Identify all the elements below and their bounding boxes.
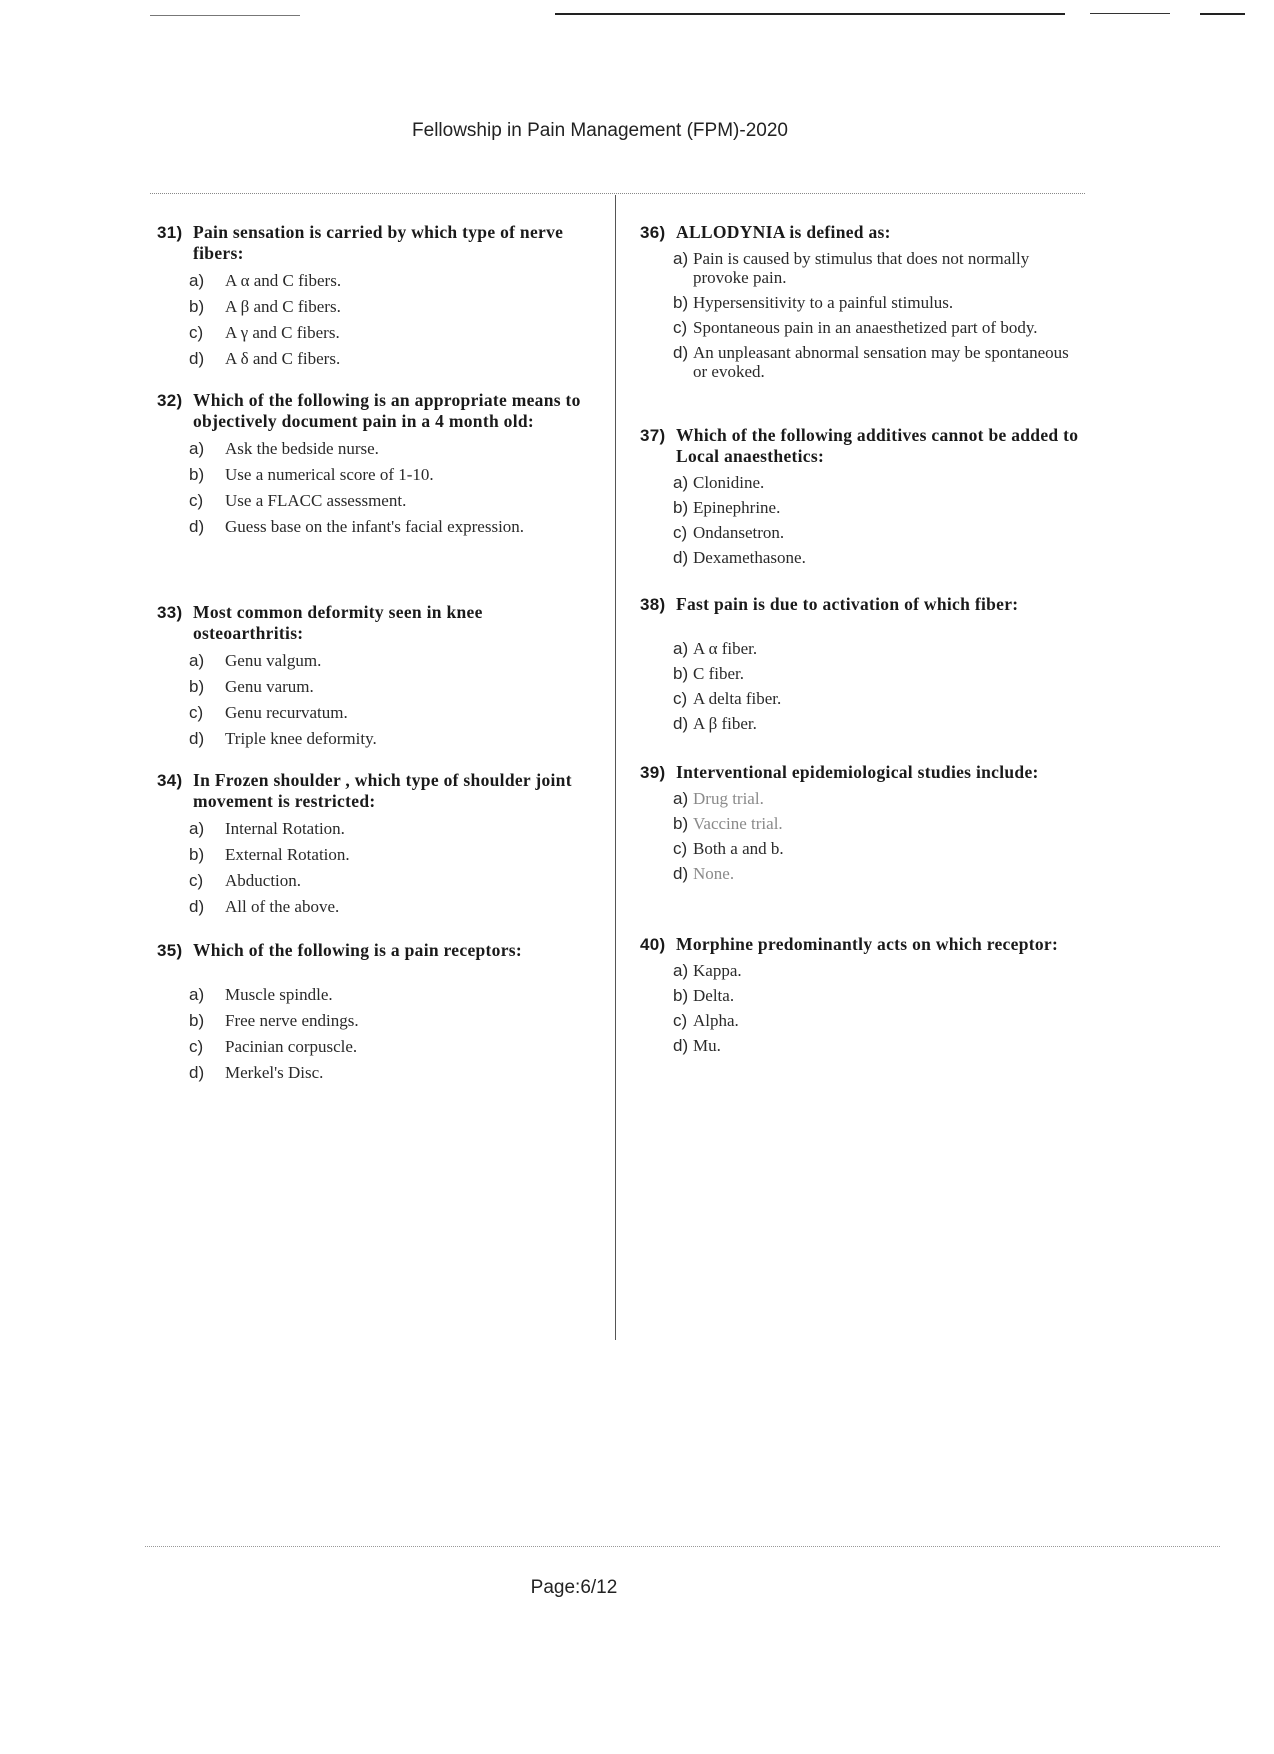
option	[640, 498, 1080, 517]
option-text: None.	[693, 864, 735, 883]
page-title: Fellowship in Pain Management (FPM)-2020	[412, 120, 788, 141]
question-number: 38)	[640, 595, 666, 614]
option	[157, 271, 597, 290]
option-text: Ask the bedside nurse.	[225, 439, 379, 458]
option	[640, 1036, 1080, 1055]
options-list	[157, 985, 597, 1082]
option-text: Free nerve endings.	[225, 1011, 359, 1030]
option-text: Pacinian corpuscle.	[225, 1037, 358, 1056]
option-text: Dexamethasone.	[693, 548, 806, 567]
option-text: Drug trial.	[693, 789, 764, 808]
option-text: A α and C fibers.	[225, 271, 342, 290]
option	[640, 986, 1080, 1005]
option-text: Alpha.	[693, 1011, 739, 1030]
option-text: Ondansetron.	[693, 523, 785, 542]
option	[157, 871, 597, 890]
option	[157, 323, 597, 342]
option-text: Genu recurvatum.	[225, 703, 348, 722]
option-letter: d)	[673, 548, 689, 567]
top-scan-rule	[1090, 13, 1170, 14]
option-letter: b)	[189, 465, 205, 484]
option-text: An unpleasant abnormal sensation may be spontaneous or evoked.	[693, 343, 1069, 381]
option-letter: a)	[673, 473, 689, 492]
option-text: Epinephrine.	[693, 498, 781, 517]
question-32	[157, 390, 597, 536]
option-letter: d)	[189, 729, 205, 748]
option-letter: a)	[673, 961, 689, 980]
question-text: Morphine predominantly acts on which receptor:	[676, 934, 1059, 954]
option-text: A β and C fibers.	[225, 297, 341, 316]
option-letter: b)	[189, 845, 205, 864]
option	[640, 249, 1080, 287]
top-scan-rule	[150, 15, 300, 16]
option-text: Pain is caused by stimulus that does not normally provoke pain.	[693, 249, 1030, 287]
option	[157, 985, 597, 1004]
question-33	[157, 602, 597, 748]
option	[157, 517, 597, 536]
option-letter: d)	[189, 897, 205, 916]
option-text: A α fiber.	[693, 639, 758, 658]
question-number: 39)	[640, 763, 666, 782]
option-letter: c)	[673, 1011, 688, 1030]
option-text: Use a FLACC assessment.	[225, 491, 407, 510]
option-letter: b)	[673, 814, 689, 833]
option-letter: b)	[673, 986, 689, 1005]
column-divider	[615, 195, 616, 1340]
question-39	[640, 762, 1080, 883]
option-letter: d)	[189, 349, 205, 368]
option-letter: d)	[673, 1036, 689, 1055]
option-text: Hypersensitivity to a painful stimulus.	[693, 293, 954, 312]
option	[157, 491, 597, 510]
question-number: 31)	[157, 223, 183, 242]
option	[157, 729, 597, 748]
option-text: Vaccine trial.	[693, 814, 783, 833]
option-letter: d)	[673, 864, 689, 883]
question-text: ALLODYNIA is defined as:	[676, 222, 891, 242]
option	[640, 318, 1080, 337]
option-letter: a)	[673, 639, 689, 658]
options-list	[640, 639, 1080, 733]
option-letter: a)	[673, 249, 689, 268]
option-letter: c)	[189, 703, 204, 722]
option	[157, 297, 597, 316]
option-letter: b)	[189, 677, 205, 696]
question-text: In Frozen shoulder , which type of shoulder joint movement is restricted:	[193, 770, 572, 811]
option-text: A β fiber.	[693, 714, 757, 733]
question-text: Which of the following is an appropriate means to objectively document pain in a 4 month old:	[193, 390, 581, 431]
question-36	[640, 222, 1080, 381]
option-letter: a)	[189, 439, 205, 458]
option	[640, 714, 1080, 733]
options-list	[640, 789, 1080, 883]
option	[157, 819, 597, 838]
option	[640, 689, 1080, 708]
question-40	[640, 934, 1080, 1055]
option-text: Genu varum.	[225, 677, 314, 696]
option	[157, 703, 597, 722]
option-text: Both a and b.	[693, 839, 784, 858]
question-number: 37)	[640, 426, 666, 445]
question-31	[157, 222, 597, 368]
question-34	[157, 770, 597, 916]
option-text: All of the above.	[225, 897, 340, 916]
option	[640, 1011, 1080, 1030]
top-scan-rule	[1200, 13, 1245, 15]
option-letter: c)	[673, 523, 688, 542]
question-38	[640, 594, 1080, 733]
option	[640, 864, 1080, 883]
question-number: 34)	[157, 771, 183, 790]
option	[640, 961, 1080, 980]
option-text: Internal Rotation.	[225, 819, 345, 838]
question-text: Pain sensation is carried by which type of nerve fibers:	[193, 222, 564, 263]
options-list	[640, 961, 1080, 1055]
top-scan-rule	[555, 13, 1065, 15]
option-letter: c)	[673, 318, 688, 337]
option	[157, 349, 597, 368]
question-35	[157, 940, 597, 1082]
option	[640, 343, 1080, 381]
option-letter: b)	[189, 1011, 205, 1030]
option	[640, 789, 1080, 808]
option	[157, 439, 597, 458]
question-text: Fast pain is due to activation of which fiber:	[676, 594, 1019, 614]
option-letter: d)	[673, 343, 689, 362]
option-text: A delta fiber.	[693, 689, 782, 708]
option-text: Merkel's Disc.	[225, 1063, 324, 1082]
option-letter: c)	[189, 323, 204, 342]
option-text: Mu.	[693, 1036, 721, 1055]
option	[640, 664, 1080, 683]
options-list	[157, 271, 597, 368]
question-37	[640, 425, 1080, 567]
option	[640, 473, 1080, 492]
option-letter: c)	[673, 689, 688, 708]
option-text: A δ and C fibers.	[225, 349, 341, 368]
question-text: Interventional epidemiological studies include:	[676, 762, 1039, 782]
option-text: External Rotation.	[225, 845, 350, 864]
option	[157, 1011, 597, 1030]
option-letter: d)	[673, 714, 689, 733]
question-text: Which of the following is a pain receptors:	[193, 940, 523, 960]
option	[157, 677, 597, 696]
option-text: Kappa.	[693, 961, 742, 980]
option-text: Spontaneous pain in an anaesthetized part of body.	[693, 318, 1038, 337]
option-letter: a)	[189, 651, 205, 670]
question-text: Which of the following additives cannot be added to Local anaesthetics:	[676, 425, 1079, 466]
option-letter: b)	[673, 664, 689, 683]
options-list	[157, 651, 597, 748]
question-number: 35)	[157, 941, 183, 960]
option-letter: d)	[189, 517, 205, 536]
option-text: Guess base on the infant's facial expression.	[225, 517, 525, 536]
page-number: Page:6/12	[530, 1577, 618, 1598]
option-letter: a)	[189, 819, 205, 838]
options-list	[157, 439, 597, 536]
option	[640, 548, 1080, 567]
option	[640, 814, 1080, 833]
option	[640, 839, 1080, 858]
options-list	[157, 819, 597, 916]
question-text: Most common deformity seen in knee osteoarthritis:	[193, 602, 483, 643]
question-number: 36)	[640, 223, 666, 242]
option	[157, 465, 597, 484]
question-number: 40)	[640, 935, 666, 954]
option-letter: c)	[189, 871, 204, 890]
option	[157, 845, 597, 864]
option-text: Use a numerical score of 1-10.	[225, 465, 434, 484]
option-letter: a)	[673, 789, 689, 808]
option-text: Genu valgum.	[225, 651, 322, 670]
option	[157, 1037, 597, 1056]
option-text: Delta.	[693, 986, 735, 1005]
question-number: 33)	[157, 603, 183, 622]
option-letter: b)	[673, 498, 689, 517]
option-text: C fiber.	[693, 664, 744, 683]
option-letter: c)	[673, 839, 688, 858]
option	[640, 523, 1080, 542]
option	[640, 293, 1080, 312]
footer-divider	[145, 1546, 1220, 1547]
option-letter: b)	[189, 297, 205, 316]
options-list	[640, 249, 1080, 381]
option-text: Muscle spindle.	[225, 985, 333, 1004]
option-text: Abduction.	[225, 871, 302, 890]
option-letter: a)	[189, 985, 205, 1004]
option	[157, 897, 597, 916]
option	[157, 651, 597, 670]
options-list	[640, 473, 1080, 567]
option-letter: b)	[673, 293, 689, 312]
option-text: A γ and C fibers.	[225, 323, 340, 342]
header-divider	[150, 193, 1085, 194]
question-number: 32)	[157, 391, 183, 410]
option-letter: a)	[189, 271, 205, 290]
option	[157, 1063, 597, 1082]
option	[640, 639, 1080, 658]
option-letter: d)	[189, 1063, 205, 1082]
option-text: Clonidine.	[693, 473, 765, 492]
option-letter: c)	[189, 491, 204, 510]
option-letter: c)	[189, 1037, 204, 1056]
option-text: Triple knee deformity.	[225, 729, 377, 748]
